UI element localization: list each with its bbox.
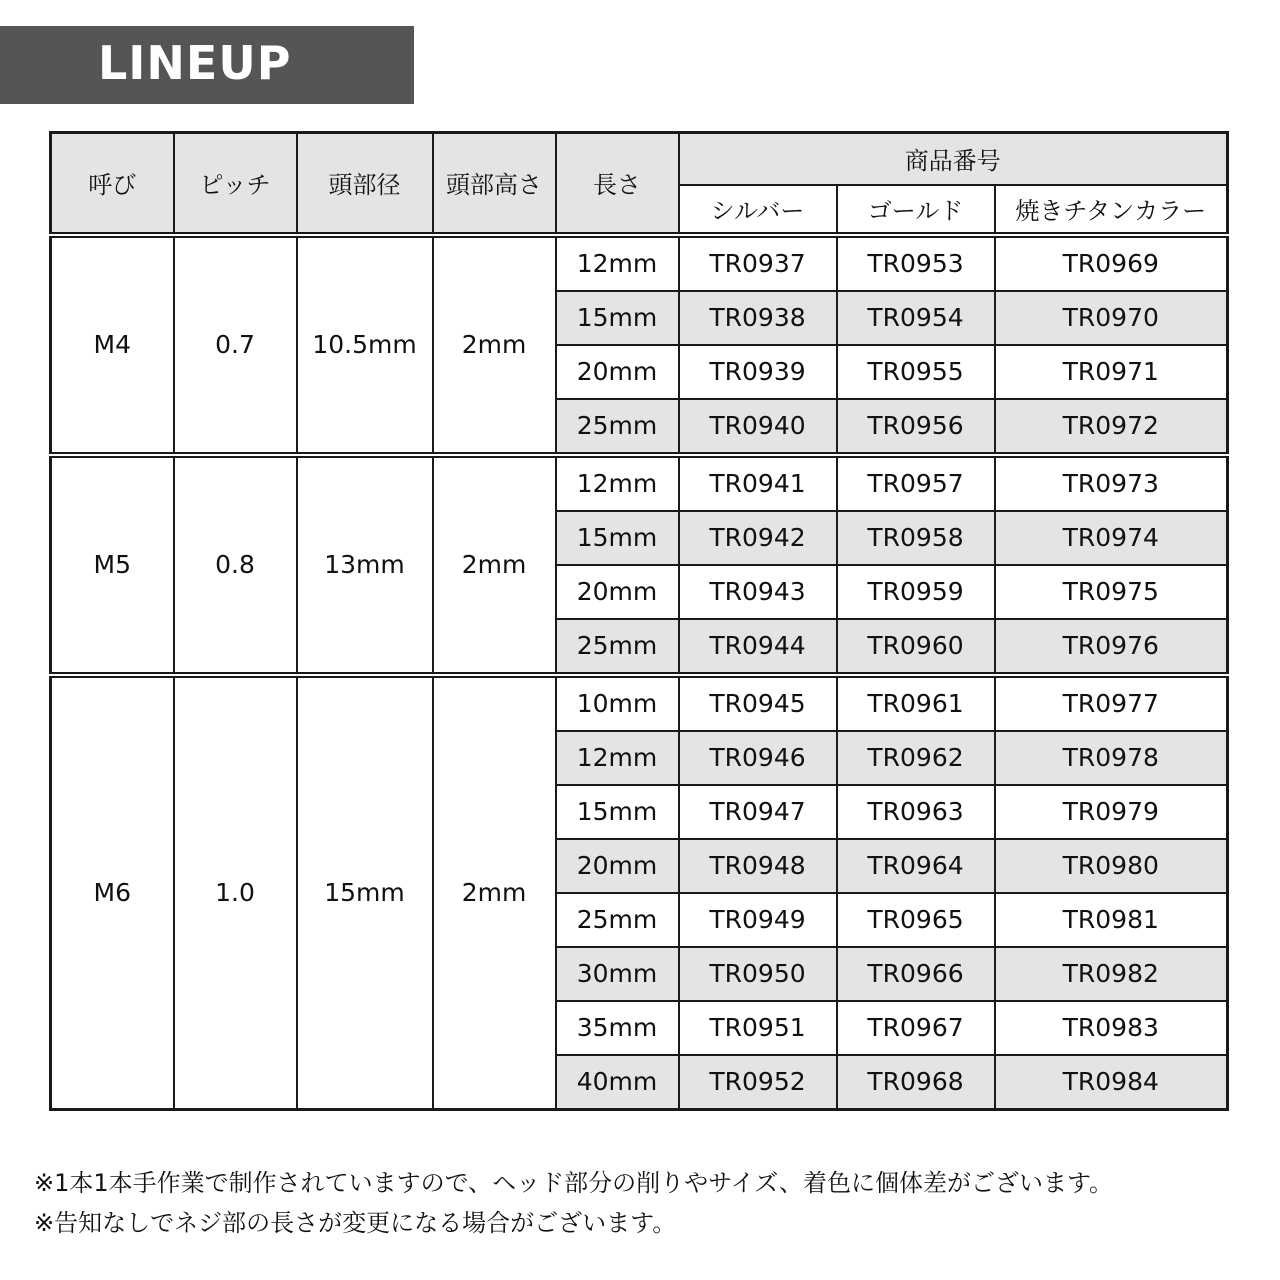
cell-burnt-titanium-code: TR0974	[995, 511, 1228, 565]
cell-gold-code: TR0966	[837, 947, 995, 1001]
cell-silver-code: TR0946	[679, 731, 837, 785]
header-pitch: ピッチ	[174, 133, 297, 235]
table-header	[51, 133, 1228, 235]
note-line-1: ※1本1本手作業で制作されていますので、ヘッド部分の削りやサイズ、着色に個体差がございます。	[34, 1169, 1114, 1197]
cell-silver-code: TR0943	[679, 565, 837, 619]
cell-silver-code: TR0941	[679, 455, 837, 511]
cell-gold-code: TR0959	[837, 565, 995, 619]
cell-burnt-titanium-code: TR0979	[995, 785, 1228, 839]
cell-pitch: 0.8	[174, 455, 297, 675]
cell-head-diameter: 13mm	[297, 455, 433, 675]
notes	[34, 1163, 1113, 1243]
note-line-2: ※告知なしでネジ部の長さが変更になる場合がございます。	[34, 1209, 677, 1237]
cell-burnt-titanium-code: TR0972	[995, 399, 1228, 455]
cell-burnt-titanium-code: TR0973	[995, 455, 1228, 511]
cell-burnt-titanium-code: TR0980	[995, 839, 1228, 893]
table-body	[51, 235, 1228, 1110]
cell-gold-code: TR0953	[837, 235, 995, 291]
cell-silver-code: TR0938	[679, 291, 837, 345]
cell-length: 20mm	[556, 345, 679, 399]
cell-silver-code: TR0939	[679, 345, 837, 399]
cell-length: 25mm	[556, 893, 679, 947]
cell-silver-code: TR0952	[679, 1055, 837, 1110]
cell-silver-code: TR0950	[679, 947, 837, 1001]
cell-silver-code: TR0942	[679, 511, 837, 565]
cell-nominal: M6	[51, 675, 174, 1110]
cell-length: 20mm	[556, 565, 679, 619]
cell-burnt-titanium-code: TR0976	[995, 619, 1228, 675]
cell-length: 12mm	[556, 731, 679, 785]
cell-gold-code: TR0955	[837, 345, 995, 399]
cell-gold-code: TR0958	[837, 511, 995, 565]
cell-burnt-titanium-code: TR0984	[995, 1055, 1228, 1110]
cell-silver-code: TR0945	[679, 675, 837, 731]
cell-length: 35mm	[556, 1001, 679, 1055]
cell-silver-code: TR0948	[679, 839, 837, 893]
cell-length: 20mm	[556, 839, 679, 893]
cell-burnt-titanium-code: TR0982	[995, 947, 1228, 1001]
cell-length: 40mm	[556, 1055, 679, 1110]
cell-gold-code: TR0961	[837, 675, 995, 731]
table-row	[51, 455, 1228, 511]
cell-gold-code: TR0956	[837, 399, 995, 455]
cell-length: 15mm	[556, 785, 679, 839]
cell-length: 10mm	[556, 675, 679, 731]
cell-head-height: 2mm	[433, 675, 556, 1110]
cell-length: 12mm	[556, 455, 679, 511]
cell-gold-code: TR0954	[837, 291, 995, 345]
cell-silver-code: TR0937	[679, 235, 837, 291]
cell-nominal: M4	[51, 235, 174, 455]
cell-length: 25mm	[556, 399, 679, 455]
cell-gold-code: TR0960	[837, 619, 995, 675]
table-row	[51, 675, 1228, 731]
header-length: 長さ	[556, 133, 679, 235]
header-gold: ゴールド	[837, 185, 995, 235]
lineup-table	[49, 131, 1229, 1111]
header-product-code: 商品番号	[679, 133, 1228, 185]
cell-length: 30mm	[556, 947, 679, 1001]
cell-burnt-titanium-code: TR0971	[995, 345, 1228, 399]
cell-silver-code: TR0951	[679, 1001, 837, 1055]
cell-pitch: 1.0	[174, 675, 297, 1110]
cell-gold-code: TR0957	[837, 455, 995, 511]
cell-head-diameter: 10.5mm	[297, 235, 433, 455]
header-burnt-titanium: 焼きチタンカラー	[995, 185, 1228, 235]
lineup-table-container	[49, 131, 1229, 1111]
cell-length: 12mm	[556, 235, 679, 291]
cell-length: 25mm	[556, 619, 679, 675]
cell-head-height: 2mm	[433, 455, 556, 675]
cell-burnt-titanium-code: TR0970	[995, 291, 1228, 345]
header-head-diameter: 頭部径	[297, 133, 433, 235]
header-head-height: 頭部高さ	[433, 133, 556, 235]
cell-gold-code: TR0968	[837, 1055, 995, 1110]
cell-length: 15mm	[556, 291, 679, 345]
cell-pitch: 0.7	[174, 235, 297, 455]
header-nominal: 呼び	[51, 133, 174, 235]
cell-burnt-titanium-code: TR0975	[995, 565, 1228, 619]
lineup-title: LINEUP	[98, 36, 292, 90]
lineup-banner	[0, 26, 414, 104]
cell-gold-code: TR0963	[837, 785, 995, 839]
cell-silver-code: TR0944	[679, 619, 837, 675]
cell-gold-code: TR0964	[837, 839, 995, 893]
cell-gold-code: TR0967	[837, 1001, 995, 1055]
cell-head-diameter: 15mm	[297, 675, 433, 1110]
cell-head-height: 2mm	[433, 235, 556, 455]
cell-length: 15mm	[556, 511, 679, 565]
cell-burnt-titanium-code: TR0981	[995, 893, 1228, 947]
header-silver: シルバー	[679, 185, 837, 235]
cell-silver-code: TR0947	[679, 785, 837, 839]
cell-burnt-titanium-code: TR0969	[995, 235, 1228, 291]
cell-gold-code: TR0965	[837, 893, 995, 947]
cell-burnt-titanium-code: TR0983	[995, 1001, 1228, 1055]
cell-silver-code: TR0940	[679, 399, 837, 455]
cell-gold-code: TR0962	[837, 731, 995, 785]
cell-nominal: M5	[51, 455, 174, 675]
cell-burnt-titanium-code: TR0978	[995, 731, 1228, 785]
table-row	[51, 235, 1228, 291]
cell-burnt-titanium-code: TR0977	[995, 675, 1228, 731]
cell-silver-code: TR0949	[679, 893, 837, 947]
